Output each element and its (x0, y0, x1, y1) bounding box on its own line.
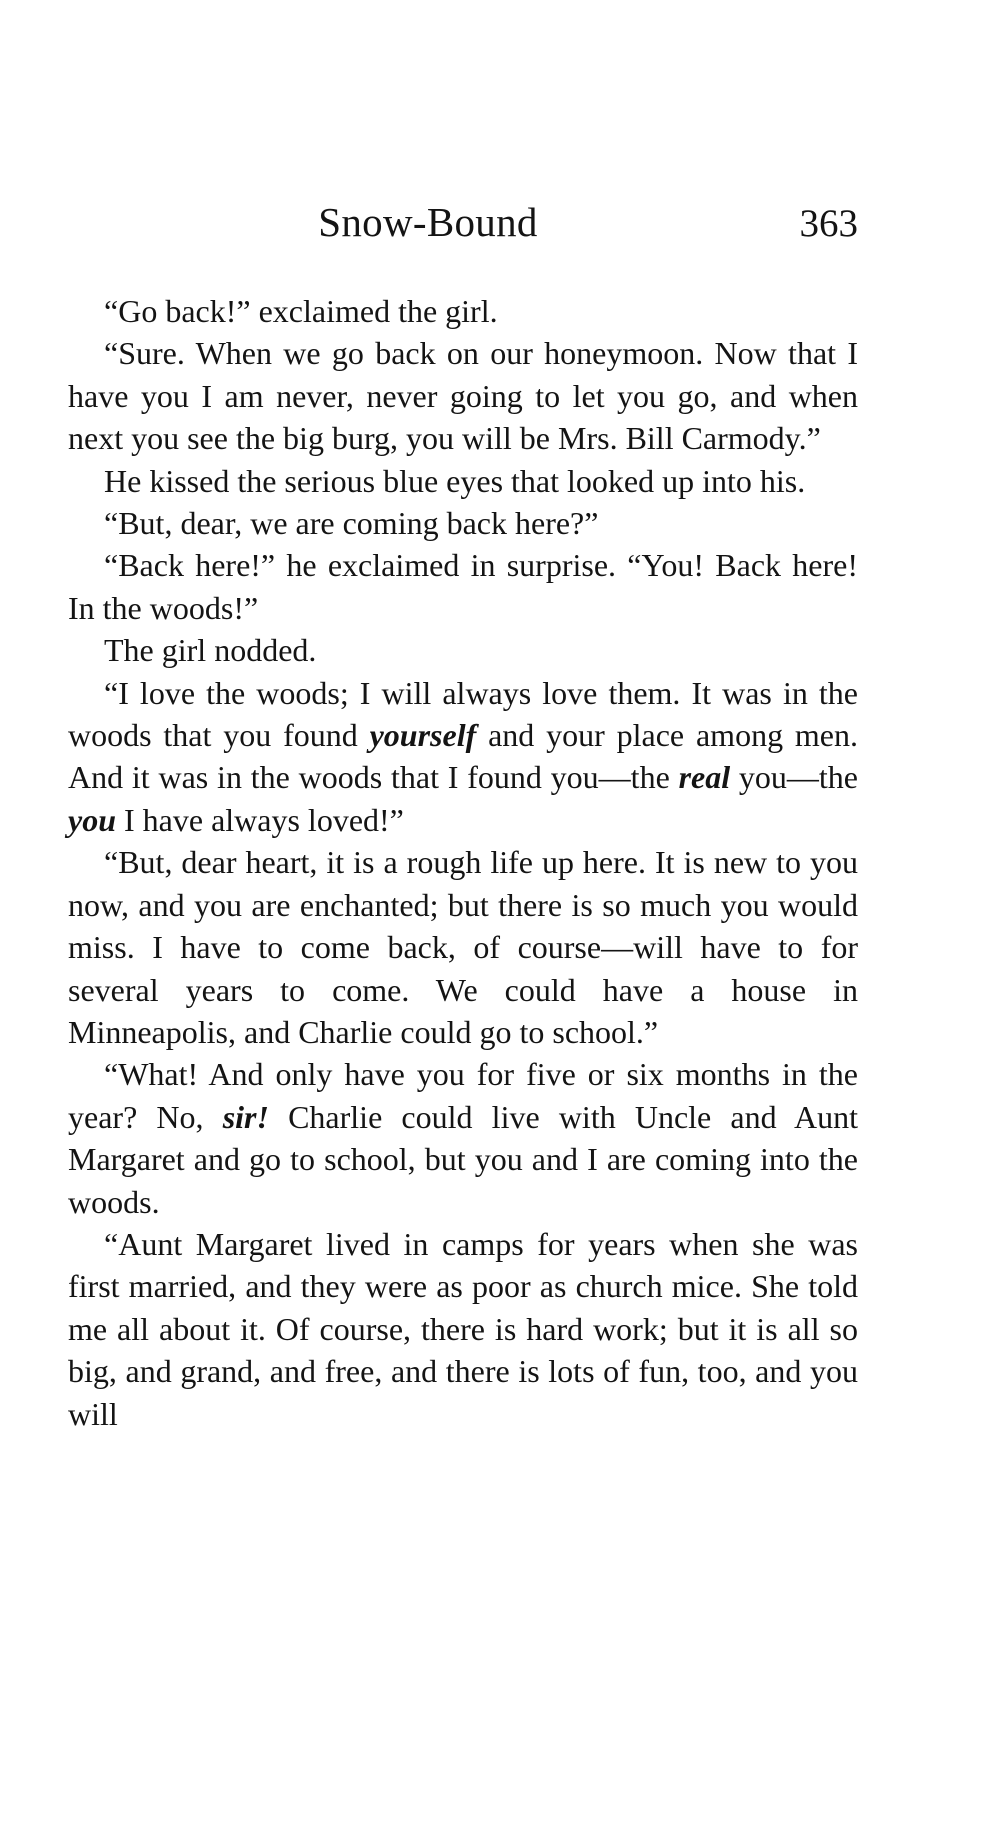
text-run: “But, dear heart, it is a rough life up here. It is new to you now, and you are enchanted; but there is so much you would miss. I have to come back, of course—will have to for several years to come. We could have a house in Minneapolis, and Charlie could go to school.” (68, 844, 858, 1050)
text-run: “Go back!” exclaimed the girl. (104, 293, 498, 329)
text-run: “Back here!” he exclaimed in surprise. “You! Back here! In the woods!” (68, 547, 858, 626)
running-head-title: Snow-Bound (318, 199, 538, 245)
text-run: I have always loved!” (116, 801, 404, 838)
italic-text: sir! (222, 1098, 269, 1135)
paragraph (68, 1053, 858, 1223)
paragraph (68, 502, 858, 544)
italic-text: you (68, 801, 116, 838)
text-run: “But, dear, we are coming back here?” (104, 505, 599, 542)
paragraph (68, 629, 858, 671)
paragraph (68, 332, 858, 459)
text-run: “What! And only have you for five or six months in the year? No, (68, 1056, 858, 1135)
text-run: “Sure. When we go back on our honeymoon. Now that I have you I am never, never going to let you go, and when next you see the big burg, you will be Mrs. Bill Carmody.” (68, 335, 858, 457)
text-run: and your place among men. And it was in the woods that I found you—the (68, 717, 858, 796)
paragraph (68, 672, 858, 842)
text-run: The girl nodded. (104, 632, 317, 669)
italic-text: yourself (369, 717, 477, 754)
text-run: Charlie could live with Uncle and Aunt Margaret and go to school, but you and I are coming into the woods. (68, 1098, 859, 1220)
page-number: 363 (799, 202, 858, 245)
text-run: “Aunt Margaret lived in camps for years when she was first married, and they were as poor as church mice. She told me all about it. Of course, there is hard work; but it is all so big, and grand, and free, and there is lots of fun, too, and you will (68, 1225, 858, 1432)
paragraph (68, 1223, 858, 1435)
italic-text: real (678, 759, 731, 796)
text-run: you—the (730, 759, 858, 796)
text-run: He kissed the serious blue eyes that looked up into his. (104, 462, 806, 499)
paragraph (68, 544, 858, 629)
body-text (68, 290, 858, 1435)
paragraph (68, 841, 858, 1053)
running-head (68, 192, 858, 252)
paragraph (68, 460, 858, 502)
paragraph (68, 290, 858, 332)
text-run: “I love the woods; I will always love them. It was in the woods that you found (68, 674, 858, 754)
